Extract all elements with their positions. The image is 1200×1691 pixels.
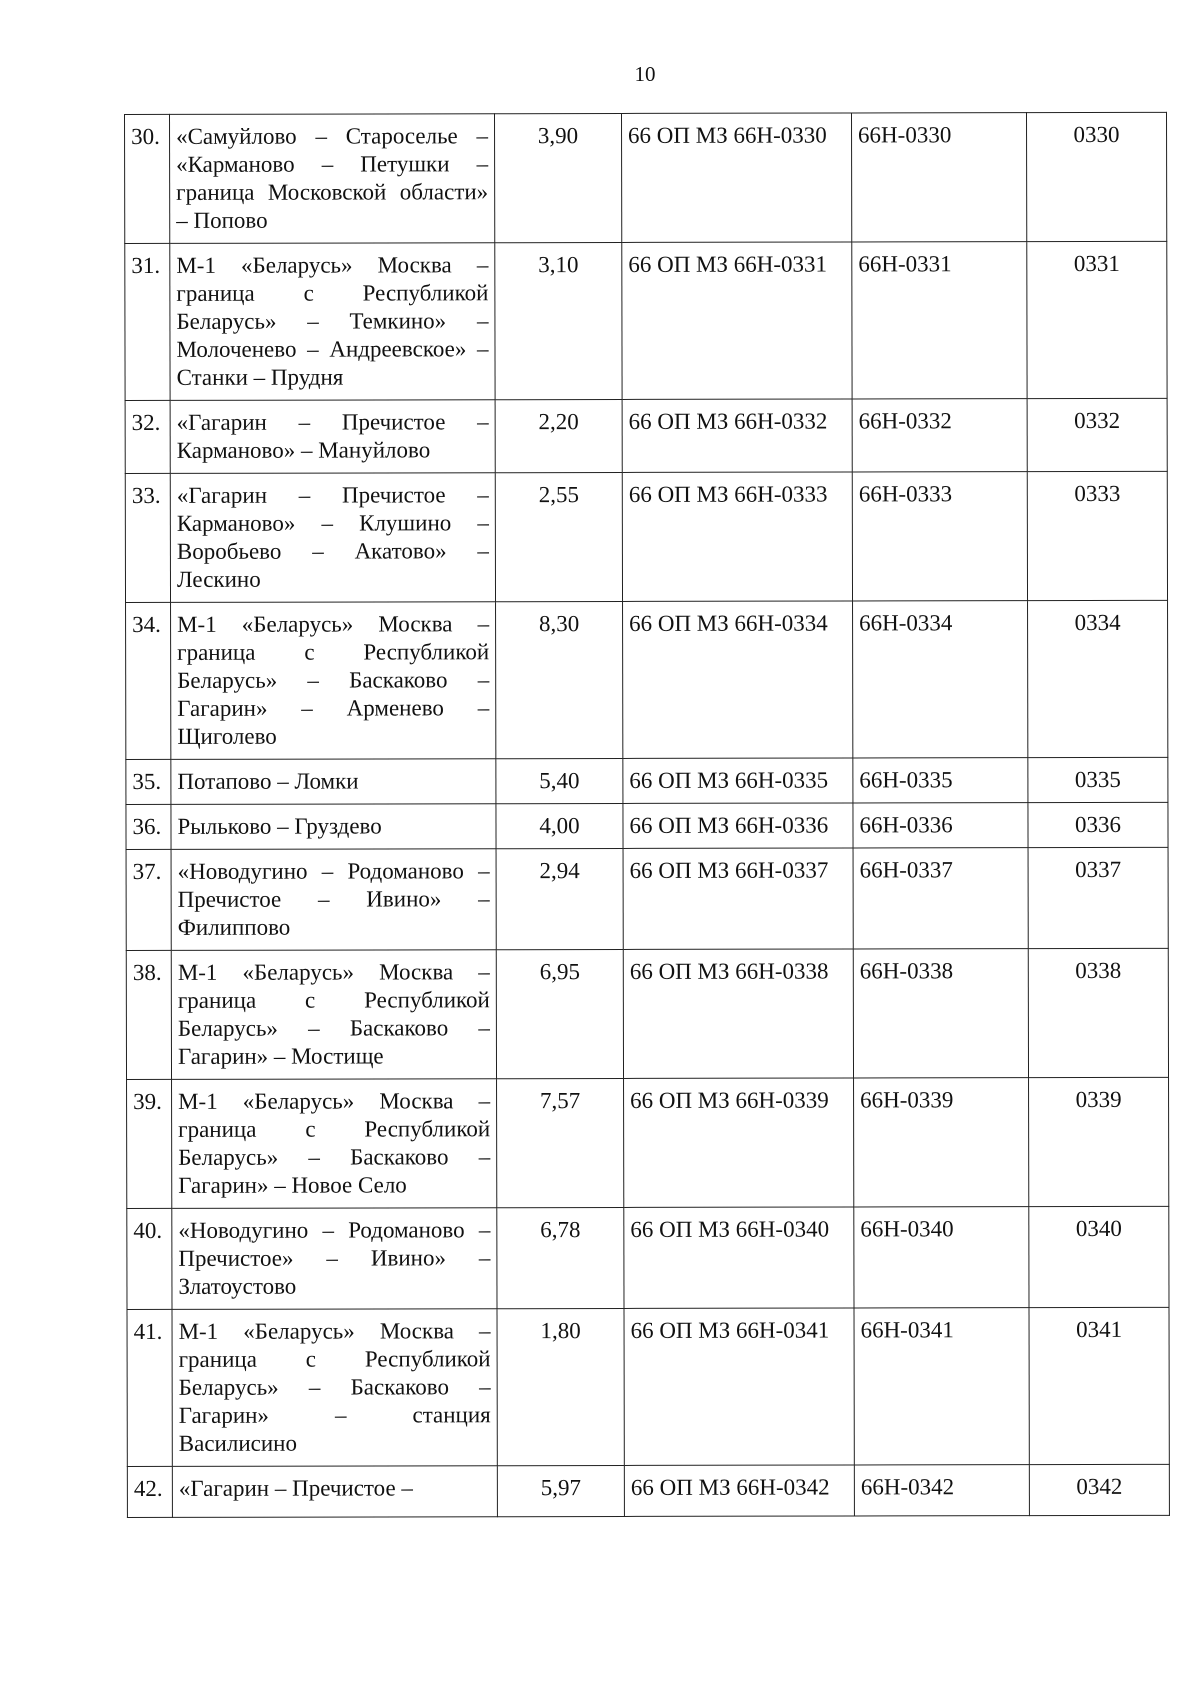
table-row <box>126 802 1168 849</box>
road-identifier: 66 ОП МЗ 66Н-0337 <box>623 848 853 949</box>
road-length: 5,40 <box>496 758 623 803</box>
road-registry-number: 66Н-0334 <box>853 601 1028 758</box>
road-code: 0340 <box>1029 1206 1169 1307</box>
road-name: М-1 «Беларусь» Москва – граница с Республикой Беларусь» – Баскаково – Гагарин» – Мостище <box>171 950 496 1080</box>
road-length: 2,55 <box>495 472 622 601</box>
road-name: Рыльково – Груздево <box>171 804 496 850</box>
road-code: 0336 <box>1028 802 1168 847</box>
road-length: 6,78 <box>497 1207 624 1308</box>
table-row <box>125 241 1167 400</box>
roads-table <box>124 112 1170 1518</box>
road-registry-number: 66Н-0331 <box>852 242 1027 399</box>
road-code: 0332 <box>1027 398 1167 471</box>
row-number: 42. <box>127 1466 172 1517</box>
row-number: 40. <box>127 1208 172 1309</box>
table-row <box>126 757 1168 804</box>
road-name: «Гагарин – Пречистое – <box>172 1466 497 1518</box>
road-code: 0342 <box>1029 1464 1169 1515</box>
table-row <box>127 1077 1169 1208</box>
table-row <box>125 471 1167 602</box>
road-registry-number: 66Н-0339 <box>854 1078 1029 1207</box>
road-registry-number: 66Н-0330 <box>851 113 1026 242</box>
road-code: 0337 <box>1028 847 1168 948</box>
road-code: 0333 <box>1027 471 1167 600</box>
table-row <box>126 600 1168 759</box>
road-registry-number: 66Н-0341 <box>854 1308 1029 1465</box>
road-registry-number: 66Н-0340 <box>854 1207 1029 1308</box>
road-identifier: 66 ОП МЗ 66Н-0342 <box>624 1465 854 1516</box>
road-name: Потапово – Ломки <box>171 759 496 805</box>
road-length: 1,80 <box>497 1308 624 1465</box>
road-registry-number: 66Н-0336 <box>853 803 1028 848</box>
road-name: М-1 «Беларусь» Москва – граница с Республикой Беларусь» – Баскаково – Гагарин» – станция Василисино <box>172 1309 497 1467</box>
road-registry-number: 66Н-0332 <box>852 399 1027 472</box>
road-length: 6,95 <box>496 949 623 1078</box>
road-code: 0338 <box>1028 948 1168 1077</box>
road-identifier: 66 ОП МЗ 66Н-0332 <box>622 399 852 472</box>
row-number: 34. <box>126 602 171 759</box>
road-length: 7,57 <box>497 1078 624 1207</box>
road-length: 2,20 <box>495 399 622 472</box>
row-number: 41. <box>127 1309 172 1466</box>
table-row <box>125 112 1167 243</box>
road-identifier: 66 ОП МЗ 66Н-0334 <box>623 601 853 758</box>
row-number: 30. <box>125 114 170 243</box>
road-name: «Самуйлово – Староселье – «Карманово – Петушки – граница Московской области» – Попово <box>170 114 495 244</box>
road-identifier: 66 ОП МЗ 66Н-0340 <box>624 1207 854 1308</box>
table-row <box>126 948 1168 1079</box>
road-code: 0330 <box>1026 112 1166 241</box>
road-code: 0339 <box>1029 1077 1169 1206</box>
table-row <box>127 1206 1169 1309</box>
road-name: «Гагарин – Пречистое – Карманово» – Мануйлово <box>170 400 495 474</box>
road-registry-number: 66Н-0338 <box>853 949 1028 1078</box>
row-number: 32. <box>125 400 170 473</box>
road-code: 0335 <box>1028 757 1168 802</box>
row-number: 37. <box>126 849 171 950</box>
road-code: 0341 <box>1029 1307 1169 1464</box>
row-number: 33. <box>125 473 170 602</box>
road-name: «Новодугино – Родоманово – Пречистое» – Ивино» – Златоустово <box>172 1208 497 1310</box>
road-name: М-1 «Беларусь» Москва – граница с Республикой Беларусь» – Баскаково – Гагарин» – Новое Село <box>172 1079 497 1209</box>
road-identifier: 66 ОП МЗ 66Н-0330 <box>621 113 851 242</box>
road-registry-number: 66Н-0337 <box>853 848 1028 949</box>
table-row <box>125 398 1167 473</box>
road-identifier: 66 ОП МЗ 66Н-0333 <box>622 472 852 601</box>
road-length: 5,97 <box>497 1465 624 1516</box>
road-identifier: 66 ОП МЗ 66Н-0341 <box>624 1308 854 1465</box>
row-number: 36. <box>126 804 171 849</box>
road-identifier: 66 ОП МЗ 66Н-0339 <box>624 1078 854 1207</box>
road-code: 0334 <box>1028 600 1168 757</box>
road-registry-number: 66Н-0333 <box>852 472 1027 601</box>
table-row <box>126 847 1168 950</box>
road-name: «Новодугино – Родоманово – Пречистое – Ивино» – Филиппово <box>171 849 496 951</box>
road-identifier: 66 ОП МЗ 66Н-0335 <box>623 758 853 803</box>
road-identifier: 66 ОП МЗ 66Н-0336 <box>623 803 853 848</box>
road-code: 0331 <box>1027 241 1167 398</box>
road-identifier: 66 ОП МЗ 66Н-0331 <box>622 242 852 399</box>
road-length: 2,94 <box>496 848 623 949</box>
page-number: 10 <box>634 62 656 86</box>
road-length: 8,30 <box>496 601 623 758</box>
road-name: М-1 «Беларусь» Москва – граница с Республикой Беларусь» – Темкино» – Молоченево – Андреевское» – Станки – Прудня <box>170 243 495 401</box>
road-name: «Гагарин – Пречистое – Карманово» – Клушино – Воробьево – Акатово» – Лескино <box>170 473 495 603</box>
row-number: 31. <box>125 243 170 400</box>
row-number: 39. <box>127 1079 172 1208</box>
road-identifier: 66 ОП МЗ 66Н-0338 <box>623 949 853 1078</box>
road-registry-number: 66Н-0342 <box>854 1465 1029 1516</box>
road-registry-number: 66Н-0335 <box>853 758 1028 803</box>
road-length: 3,90 <box>495 113 622 242</box>
row-number: 35. <box>126 759 171 804</box>
road-length: 4,00 <box>496 803 623 848</box>
road-length: 3,10 <box>495 242 622 399</box>
row-number: 38. <box>126 950 171 1079</box>
table-row <box>127 1307 1169 1466</box>
table-row <box>127 1464 1169 1517</box>
road-name: М-1 «Беларусь» Москва – граница с Республикой Беларусь» – Баскаково – Гагарин» – Арменево – Щиголево <box>171 602 496 760</box>
